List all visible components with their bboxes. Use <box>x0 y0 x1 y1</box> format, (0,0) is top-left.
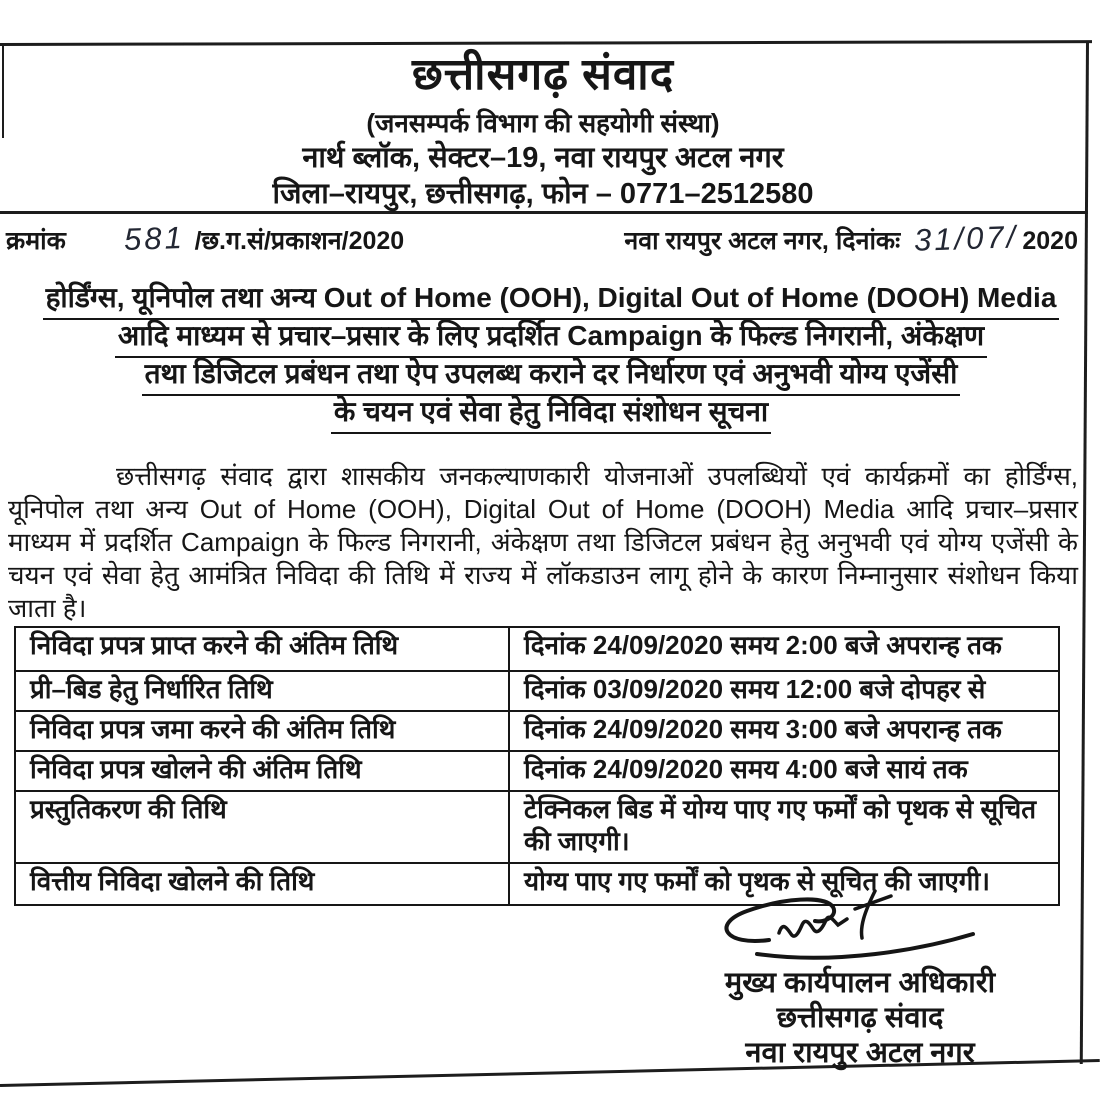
schedule-value: टेक्निकल बिड में योग्य पाए गए फर्मों को पृथक से सूचित की जाएगी। <box>509 791 1059 863</box>
subject-line-3: तथा डिजिटल प्रबंधन तथा ऐप उपलब्ध कराने दर निर्धारण एवं अनुभवी योग्य एजेंसी <box>142 358 961 396</box>
serial-label: क्रमांक <box>6 227 66 255</box>
subject-heading <box>42 282 1060 434</box>
schedule-value: दिनांक 03/09/2020 समय 12:00 बजे दोपहर से <box>509 671 1059 711</box>
tender-schedule-table <box>14 626 1060 906</box>
address-line-2: जिला–रायपुर, छत्तीसगढ़, फोन – 0771–2512580 <box>272 178 814 210</box>
subject-line-4: के चयन एवं सेवा हेतु निविदा संशोधन सूचना <box>331 396 771 434</box>
signatory-block <box>620 966 1100 1071</box>
subject-line-1: होर्डिंग्स, यूनिपोल तथा अन्य Out of Home (OOH), Digital Out of Home (DOOH) Media <box>43 282 1060 320</box>
organization-title: छत्तीसगढ़ संवाद <box>411 50 675 99</box>
signatory-organization: छत्तीसगढ़ संवाद <box>776 1002 944 1034</box>
handwritten-signature-icon <box>705 886 1025 966</box>
schedule-label: प्रस्तुतिकरण की तिथि <box>15 791 509 863</box>
organization-subtitle: (जनसम्पर्क विभाग की सहयोगी संस्था) <box>366 108 720 138</box>
schedule-value: दिनांक 24/09/2020 समय 4:00 बजे सायं तक <box>509 751 1059 791</box>
address-line-1: नार्थ ब्लॉक, सेक्टर–19, नवा रायपुर अटल नगर <box>302 142 784 174</box>
schedule-value: दिनांक 24/09/2020 समय 2:00 बजे अपरान्ह तक <box>509 627 1059 671</box>
schedule-label: निविदा प्रपत्र खोलने की अंतिम तिथि <box>15 751 509 791</box>
schedule-label: वित्तीय निविदा खोलने की तिथि <box>15 863 509 905</box>
signatory-designation: मुख्य कार्यपालन अधिकारी <box>724 967 996 999</box>
schedule-label: निविदा प्रपत्र प्राप्त करने की अंतिम तिथि <box>15 627 509 671</box>
place-date-label: नवा रायपुर अटल नगर, दिनांकः <box>624 227 901 255</box>
date-handwritten: 31/07/ <box>913 219 1019 258</box>
table-row <box>15 791 1059 863</box>
table-row <box>15 711 1059 751</box>
schedule-value: योग्य पाए गए फर्मों को पृथक से सूचित की जाएगी। <box>509 863 1059 905</box>
table-row <box>15 627 1059 671</box>
signatory-place: नवा रायपुर अटल नगर <box>745 1037 975 1069</box>
date-year-printed: 2020 <box>1022 227 1078 255</box>
reference-line <box>6 221 1078 257</box>
letterhead <box>0 50 1086 212</box>
table-row <box>15 751 1059 791</box>
body-paragraph: छत्तीसगढ़ संवाद द्वारा शासकीय जनकल्याणकारी योजनाओं उपलब्धियों एवं कार्यक्रमों का होर्डिंग्स, यूनिपोल तथा अन्य Out of Home (OOH), Digital Out of Home (DOOH) Media आदि प्रचार–प्रसार माध्यम में प्रदर्शित Campaign के फिल्ड निगरानी, अंकेक्षण तथा डिजिटल प्रबंधन हेतु अनुभवी एवं योग्य एजेंसी के चयन एवं सेवा हेतु आमंत्रित निविदा की तिथि में राज्य में लॉकडाउन लागू होने के कारण निम्नानुसार संशोधन किया जाता है। <box>8 461 1078 623</box>
schedule-label: निविदा प्रपत्र जमा करने की अंतिम तिथि <box>15 711 509 751</box>
schedule-value: दिनांक 24/09/2020 समय 3:00 बजे अपरान्ह तक <box>509 711 1059 751</box>
table-row <box>15 671 1059 711</box>
serial-suffix: /छ.ग.सं/प्रकाशन/2020 <box>194 227 405 255</box>
schedule-label: प्री–बिड हेतु निर्धारित तिथि <box>15 671 509 711</box>
serial-number-handwritten: 581 <box>123 219 186 258</box>
subject-line-2: आदि माध्यम से प्रचार–प्रसार के लिए प्रदर्शित Campaign के फिल्ड निगरानी, अंकेक्षण <box>115 320 987 358</box>
page-border-top <box>0 40 1092 45</box>
